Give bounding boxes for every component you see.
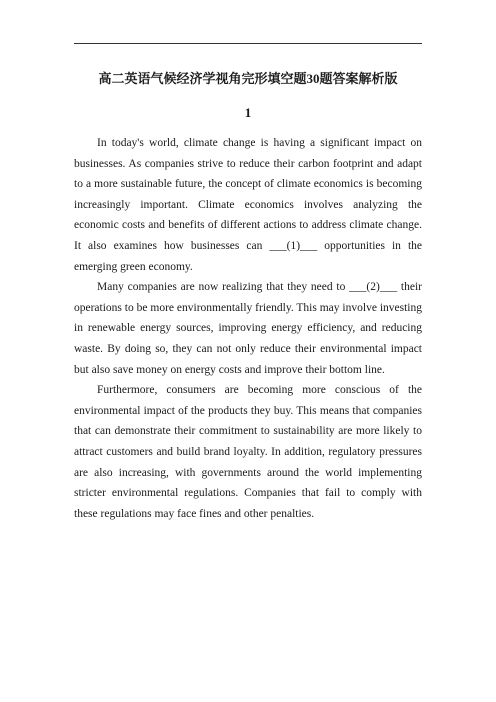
paragraph: Furthermore, consumers are becoming more conscious of the environmental impact of the products they buy. This means that companies that can demonstrate their commitment to sustainability are more likely to attract customers and build brand loyalty. In addition, regulatory pressures are also increasing, with governments around the world implementing stricter environmental regulations. Companies that fail to comply with these regulations may face fines and other penalties.	[74, 384, 422, 520]
section-number: 1	[244, 105, 252, 120]
header-rule	[74, 43, 422, 44]
document-title: 高二英语气候经济学视角完形填空题30题答案解析版	[98, 71, 398, 86]
paragraph: In today's world, climate change is having a significant impact on businesses. As companies strive to reduce their carbon footprint and adapt to a more sustainable future, the concept of climate economics is becoming increasingly important. Climate economics involves analyzing the economic costs and benefits of different actions to address climate change. It also examines how businesses can ___(1)___ opportunities in the emerging green economy.	[74, 137, 422, 273]
passage-body	[74, 133, 422, 524]
paragraph: Many companies are now realizing that they need to ___(2)___ their operations to be more environmentally friendly. This may involve investing in renewable energy sources, improving energy efficiency, and reducing waste. By doing so, they can not only reduce their environmental impact but also save money on energy costs and improve their bottom line.	[74, 281, 422, 376]
